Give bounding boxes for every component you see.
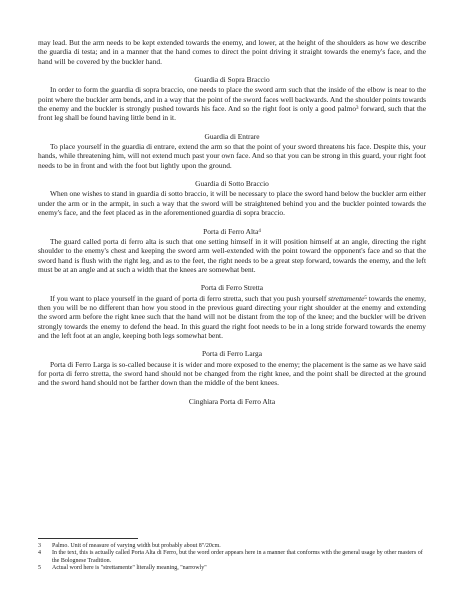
footnote-divider (38, 538, 138, 539)
footnote-item (38, 550, 426, 565)
section-heading-sotto-braccio: Guardia di Sotto Braccio (195, 179, 269, 189)
intro-paragraph: may lead. But the arm needs to be kept extended towards the enemy, and lower, at the height of the shoulders as how we describe the guardia di testa; and in a manner that the hand comes to direct the point driving it straight towards the enemy's face, and the hand will be covered by the buckler hand. (38, 38, 426, 66)
section-heading-sopra-braccio: Guardia di Sopra Braccio (194, 75, 270, 85)
footnotes (38, 538, 426, 572)
footnote-ref: 3 (356, 106, 359, 112)
footnote-text: In the text, this is actually called Porta Alta di Ferro, but the word order appears here in a manner that conforms with the general usage by other masters of the Bolognese Tradition. (52, 550, 423, 564)
footnote-ref: 4 (258, 228, 261, 234)
footnote-number: 4 (38, 550, 41, 557)
page-body (38, 38, 426, 407)
section-heading-cinghiara: Cinghiara Porta di Ferro Alta (188, 396, 276, 406)
section-body-entrare: To place yourself in the guardia di entrare, extend the arm so that the point of your sword threatens his face. Despite this, your hands, while threatening him, will not extend much past your own face. And so that you can be strong in this guard, your right foot needs to be in front and with the foot but lightly upon the ground. (38, 142, 426, 170)
section-heading-entrare: Guardia di Entrare (204, 131, 260, 141)
body-text: If you want to place yourself in the guard of porta di ferro stretta, such that you push yourself (50, 293, 329, 303)
section-body-sopra-braccio (38, 85, 426, 122)
footnote-ref: 5 (364, 295, 367, 301)
footnote-number: 3 (38, 543, 41, 549)
footnote-number: 5 (38, 564, 41, 571)
section-body-sotto-braccio: When one wishes to stand in guardia di sotto braccio, it will be necessary to place the sword hand below the buckler arm either under the arm or in the armpit, in such a way that the sword will be straightened behind you and the buckler pointed towards the enemy's face, and the feet placed as in the aforementioned guardia di sopra braccio. (38, 189, 426, 218)
body-text: In order to form the guardia di sopra braccio, one needs to place the sword arm such that the inside of the elbow is near to the point where the buckler arm bends, and in a way that the point of the sword faces well backwards. And the shoulder points towards the enemy and the buckler is strongly pushed towards his face. And so the right foot is only a good palmo (38, 85, 426, 114)
heading-text: Porta di Ferro Alta (203, 226, 259, 236)
footnote-text: Palmo. Unit of measure of varying width but probably about 8"/20cm. (52, 543, 221, 549)
section-body-ferro-larga: Porta di Ferro Larga is so-called because it is wider and more exposed to the enemy; the placement is the same as we have said for porta di ferro stretta, the sword hand should not be changed from the right knee, and the point shall be directed at the ground and the sword hand should not be farther down than the middle of the bent knees. (38, 359, 426, 388)
body-text: forward, such that the front leg shall be found having little bend in it. (38, 104, 426, 123)
section-body-ferro-alta: The guard called porta di ferro alta is such that one setting himself in it will position himself at an angle, directing the right shoulder to the enemy's chest and keeping the sword arm well-extended with the point toward the opponent's face and so that the sword hand is flush with the right leg, and as to the feet, the right needs to be a great step forward, towards the enemy, and the left must be at an angle and at such a width that the knees are somewhat bent. (38, 236, 426, 274)
section-body-ferro-stretta (38, 294, 426, 341)
section-heading-ferro-larga: Porta di Ferro Larga (202, 349, 262, 359)
footnote-item (38, 565, 426, 572)
italic-term: strettamente (328, 293, 365, 303)
footnote-text: Actual word here is "strettamente" literally meaning, "narrowly" (52, 564, 207, 571)
section-heading-ferro-alta (38, 227, 426, 236)
section-heading-ferro-stretta: Porta di Ferro Stretta (200, 283, 264, 293)
body-text: towards the enemy, then you will be no different than how you stood in the previous guard directing your right shoulder at the enemy and extending the sword arm before the right knee such that the hand will not be distant from the top of the knee; and the buckler will be driven strongly towards the enemy to defend the head. In this guard the right foot needs to be in a long stride forward towards the enemy and the left foot at an angle, keeping both legs somewhat bent. (38, 293, 426, 340)
